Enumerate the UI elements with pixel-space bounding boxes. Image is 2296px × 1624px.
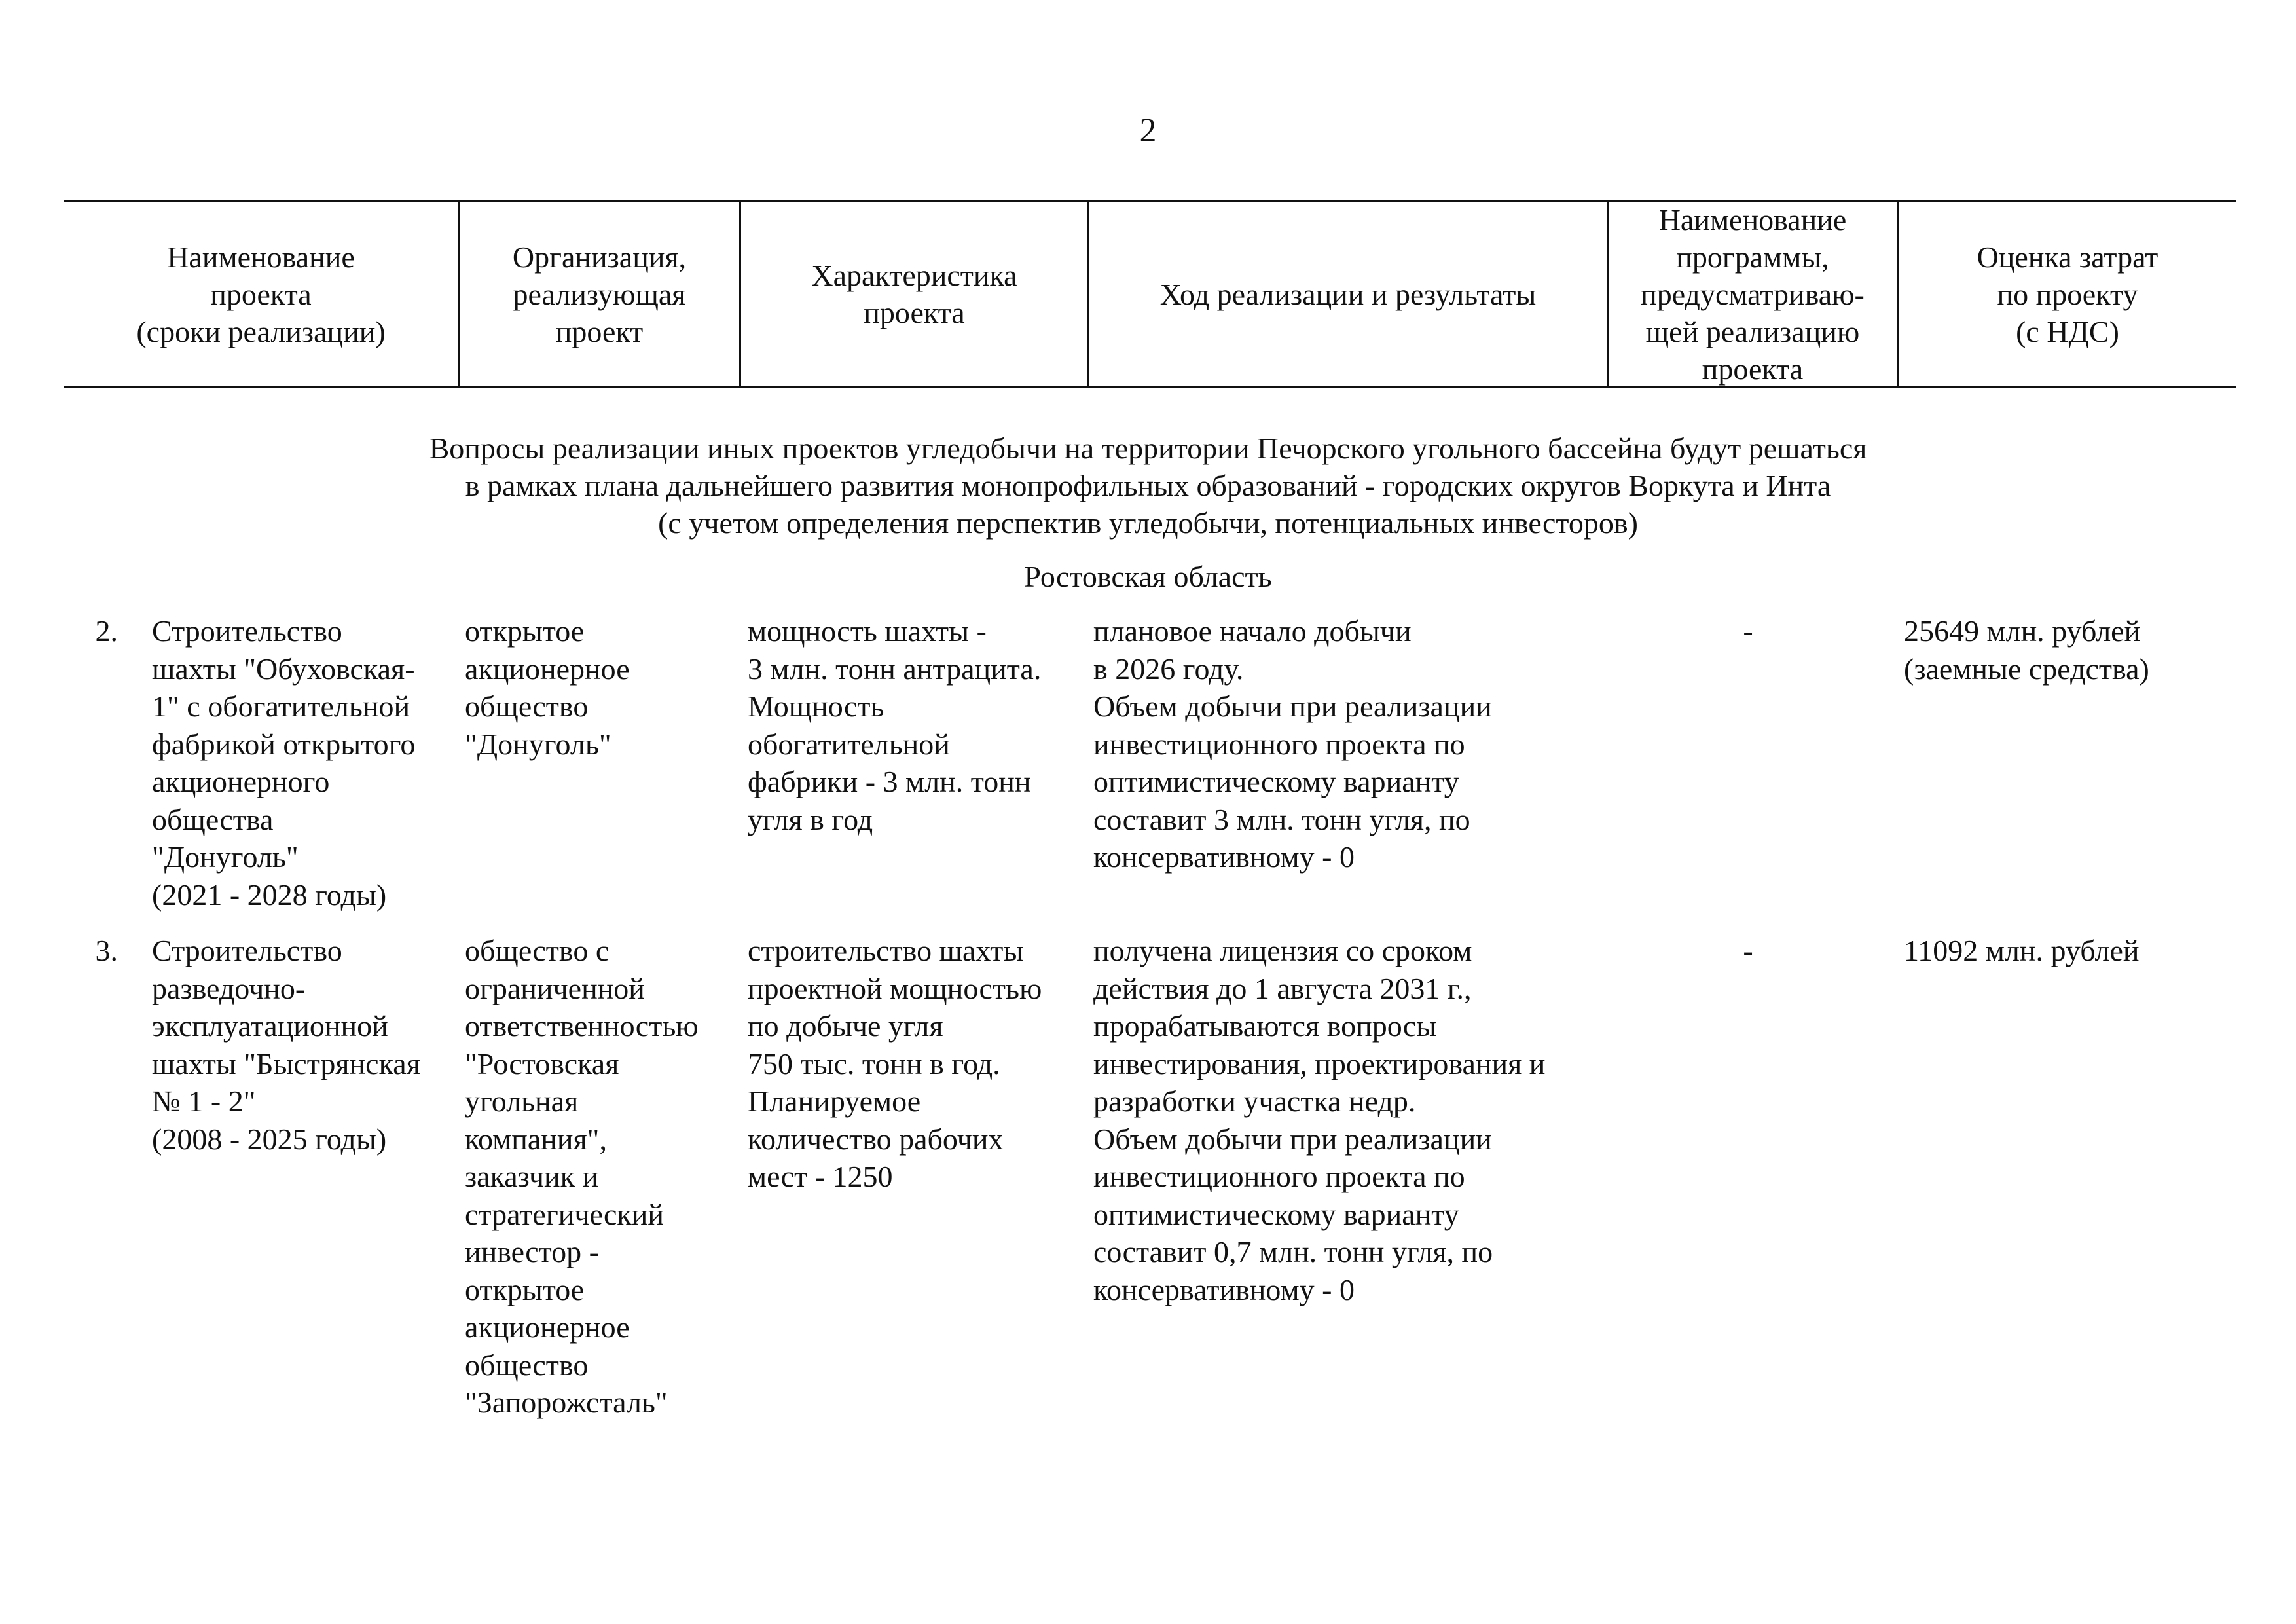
header-progress: Ход реализации и результаты xyxy=(1159,277,1537,311)
row-project: Строительство шахты "Обуховская- 1" с обогатительной фабрикой открытого акционерного общества "Донуголь" (2021 - 2028 годы) xyxy=(152,614,416,912)
row-project: Строительство разведочно- эксплуатационной шахты "Быстрянская № 1 - 2" (2008 - 2025 годы) xyxy=(152,934,420,1156)
row-program: - xyxy=(1743,614,1753,648)
table-header xyxy=(64,200,2236,388)
note-line-3: (с учетом определения перспектив угледобычи, потенциальных инвесторов) xyxy=(658,506,1638,540)
row-number: 3. xyxy=(95,934,118,967)
row-organization: открытое акционерное общество "Донуголь" xyxy=(465,614,630,761)
row-characteristic: мощность шахты - 3 млн. тонн антрацита. Мощность обогатительной фабрики - 3 млн. тонн угля в год xyxy=(748,614,1042,836)
note-line-1: Вопросы реализации иных проектов угледобычи на территории Печорского угольного бассейна будут решаться xyxy=(429,432,1867,465)
row-progress: плановое начало добычи в 2026 году. Объем добычи при реализации инвестиционного проекта по оптимистическому варианту составит 3 млн. тонн угля, по консервативному - 0 xyxy=(1093,614,1492,874)
row-organization: общество с ограниченной ответственностью "Ростовская угольная компания", заказчик и стратегический инвестор - открытое акционерное общество "Запорожсталь" xyxy=(465,934,699,1419)
row-cost: 11092 млн. рублей xyxy=(1904,934,2140,967)
header-program: Наименование программы, предусматриваю- щей реализацию проекта xyxy=(1641,202,1865,386)
row-progress: получена лицензия со сроком действия до 1 августа 2031 г., прорабатываются вопросы инвестирования, проектирования и разработки участка недр. Объем добычи при реализации инвестиционного проекта по оптимистическому варианту составит 0,7 млн. тонн угля, по консервативному - 0 xyxy=(1093,934,1546,1306)
header-characteristic: Характеристика проекта xyxy=(811,259,1017,329)
note-line-2: в рамках плана дальнейшего развития монопрофильных образований - городских округов Воркута и Инта xyxy=(465,469,1831,502)
row-number: 2. xyxy=(95,614,118,648)
row-cost: 25649 млн. рублей (заемные средства) xyxy=(1904,614,2149,686)
page-number: 2 xyxy=(1139,112,1157,149)
header-project-name: Наименование проекта (сроки реализации) xyxy=(136,240,386,348)
region-heading: Ростовская область xyxy=(1024,560,1272,593)
row-characteristic: строительство шахты проектной мощностью по добыче угля 750 тыс. тонн в год. Планируемое количество рабочих мест - 1250 xyxy=(748,934,1042,1193)
header-organization: Организация, реализующая проект xyxy=(512,240,687,348)
row-program: - xyxy=(1743,934,1753,967)
header-cost: Оценка затрат по проекту (с НДС) xyxy=(1977,240,2159,348)
